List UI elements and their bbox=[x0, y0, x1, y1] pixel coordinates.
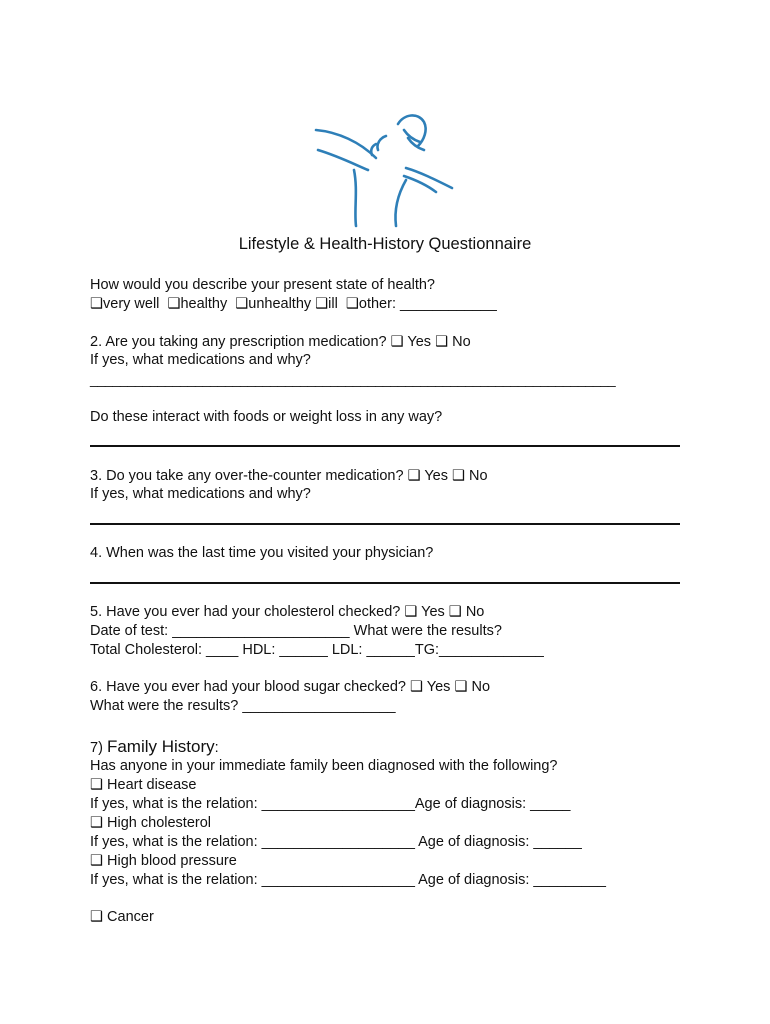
q7-heading-text: Family History bbox=[106, 737, 215, 756]
q2-answer-line[interactable]: ______________________________________________________________________ bbox=[90, 371, 616, 387]
q7-blood-pressure-relation[interactable]: If yes, what is the relation: ___________________ Age of diagnosis: _________ bbox=[90, 872, 606, 888]
q4-answer-line[interactable] bbox=[90, 582, 680, 584]
q7-heading bbox=[90, 737, 219, 758]
q7-cholesterol-relation[interactable]: If yes, what is the relation: ___________________ Age of diagnosis: ______ bbox=[90, 834, 582, 850]
q5-totals-line[interactable]: Total Cholesterol: ____ HDL: ______ LDL: ______TG:_____________ bbox=[90, 642, 544, 658]
q3-followup: If yes, what medications and why? bbox=[90, 486, 311, 502]
page-title: Lifestyle & Health-History Questionnaire bbox=[238, 235, 532, 253]
q1-options[interactable]: ❑very well ❑healthy ❑unhealthy ❑ill ❑other: ____________ bbox=[90, 296, 497, 312]
q7-number: 7) bbox=[90, 740, 103, 756]
q4-question: 4. When was the last time you visited your physician? bbox=[90, 545, 434, 561]
q3-answer-line[interactable] bbox=[90, 523, 680, 525]
q2-followup: If yes, what medications and why? bbox=[90, 352, 311, 368]
q7-heart-checkbox[interactable]: ❑ Heart disease bbox=[90, 777, 197, 793]
q7-cholesterol-checkbox[interactable]: ❑ High cholesterol bbox=[90, 815, 211, 831]
q2-question[interactable]: 2. Are you taking any prescription medication? ❑ Yes ❑ No bbox=[90, 334, 471, 350]
q3-question[interactable]: 3. Do you take any over-the-counter medication? ❑ Yes ❑ No bbox=[90, 468, 488, 484]
q1-question: How would you describe your present state of health? bbox=[90, 277, 435, 293]
q6-results-line[interactable]: What were the results? ___________________ bbox=[90, 698, 396, 714]
q7-cancer-checkbox[interactable]: ❑ Cancer bbox=[90, 909, 154, 925]
figure-logo bbox=[308, 110, 460, 232]
q5-question[interactable]: 5. Have you ever had your cholesterol checked? ❑ Yes ❑ No bbox=[90, 604, 485, 620]
q7-blood-pressure-checkbox[interactable]: ❑ High blood pressure bbox=[90, 853, 237, 869]
q6-question[interactable]: 6. Have you ever had your blood sugar checked? ❑ Yes ❑ No bbox=[90, 679, 491, 695]
q2-interact-answer-line[interactable] bbox=[90, 445, 680, 447]
q2-interact-question: Do these interact with foods or weight loss in any way? bbox=[90, 409, 443, 425]
q7-colon: : bbox=[214, 740, 219, 756]
q7-heart-relation[interactable]: If yes, what is the relation: ___________________Age of diagnosis: _____ bbox=[90, 796, 571, 812]
q5-date-line[interactable]: Date of test: ______________________ What were the results? bbox=[90, 623, 502, 639]
q7-intro: Has anyone in your immediate family been diagnosed with the following? bbox=[90, 758, 558, 774]
